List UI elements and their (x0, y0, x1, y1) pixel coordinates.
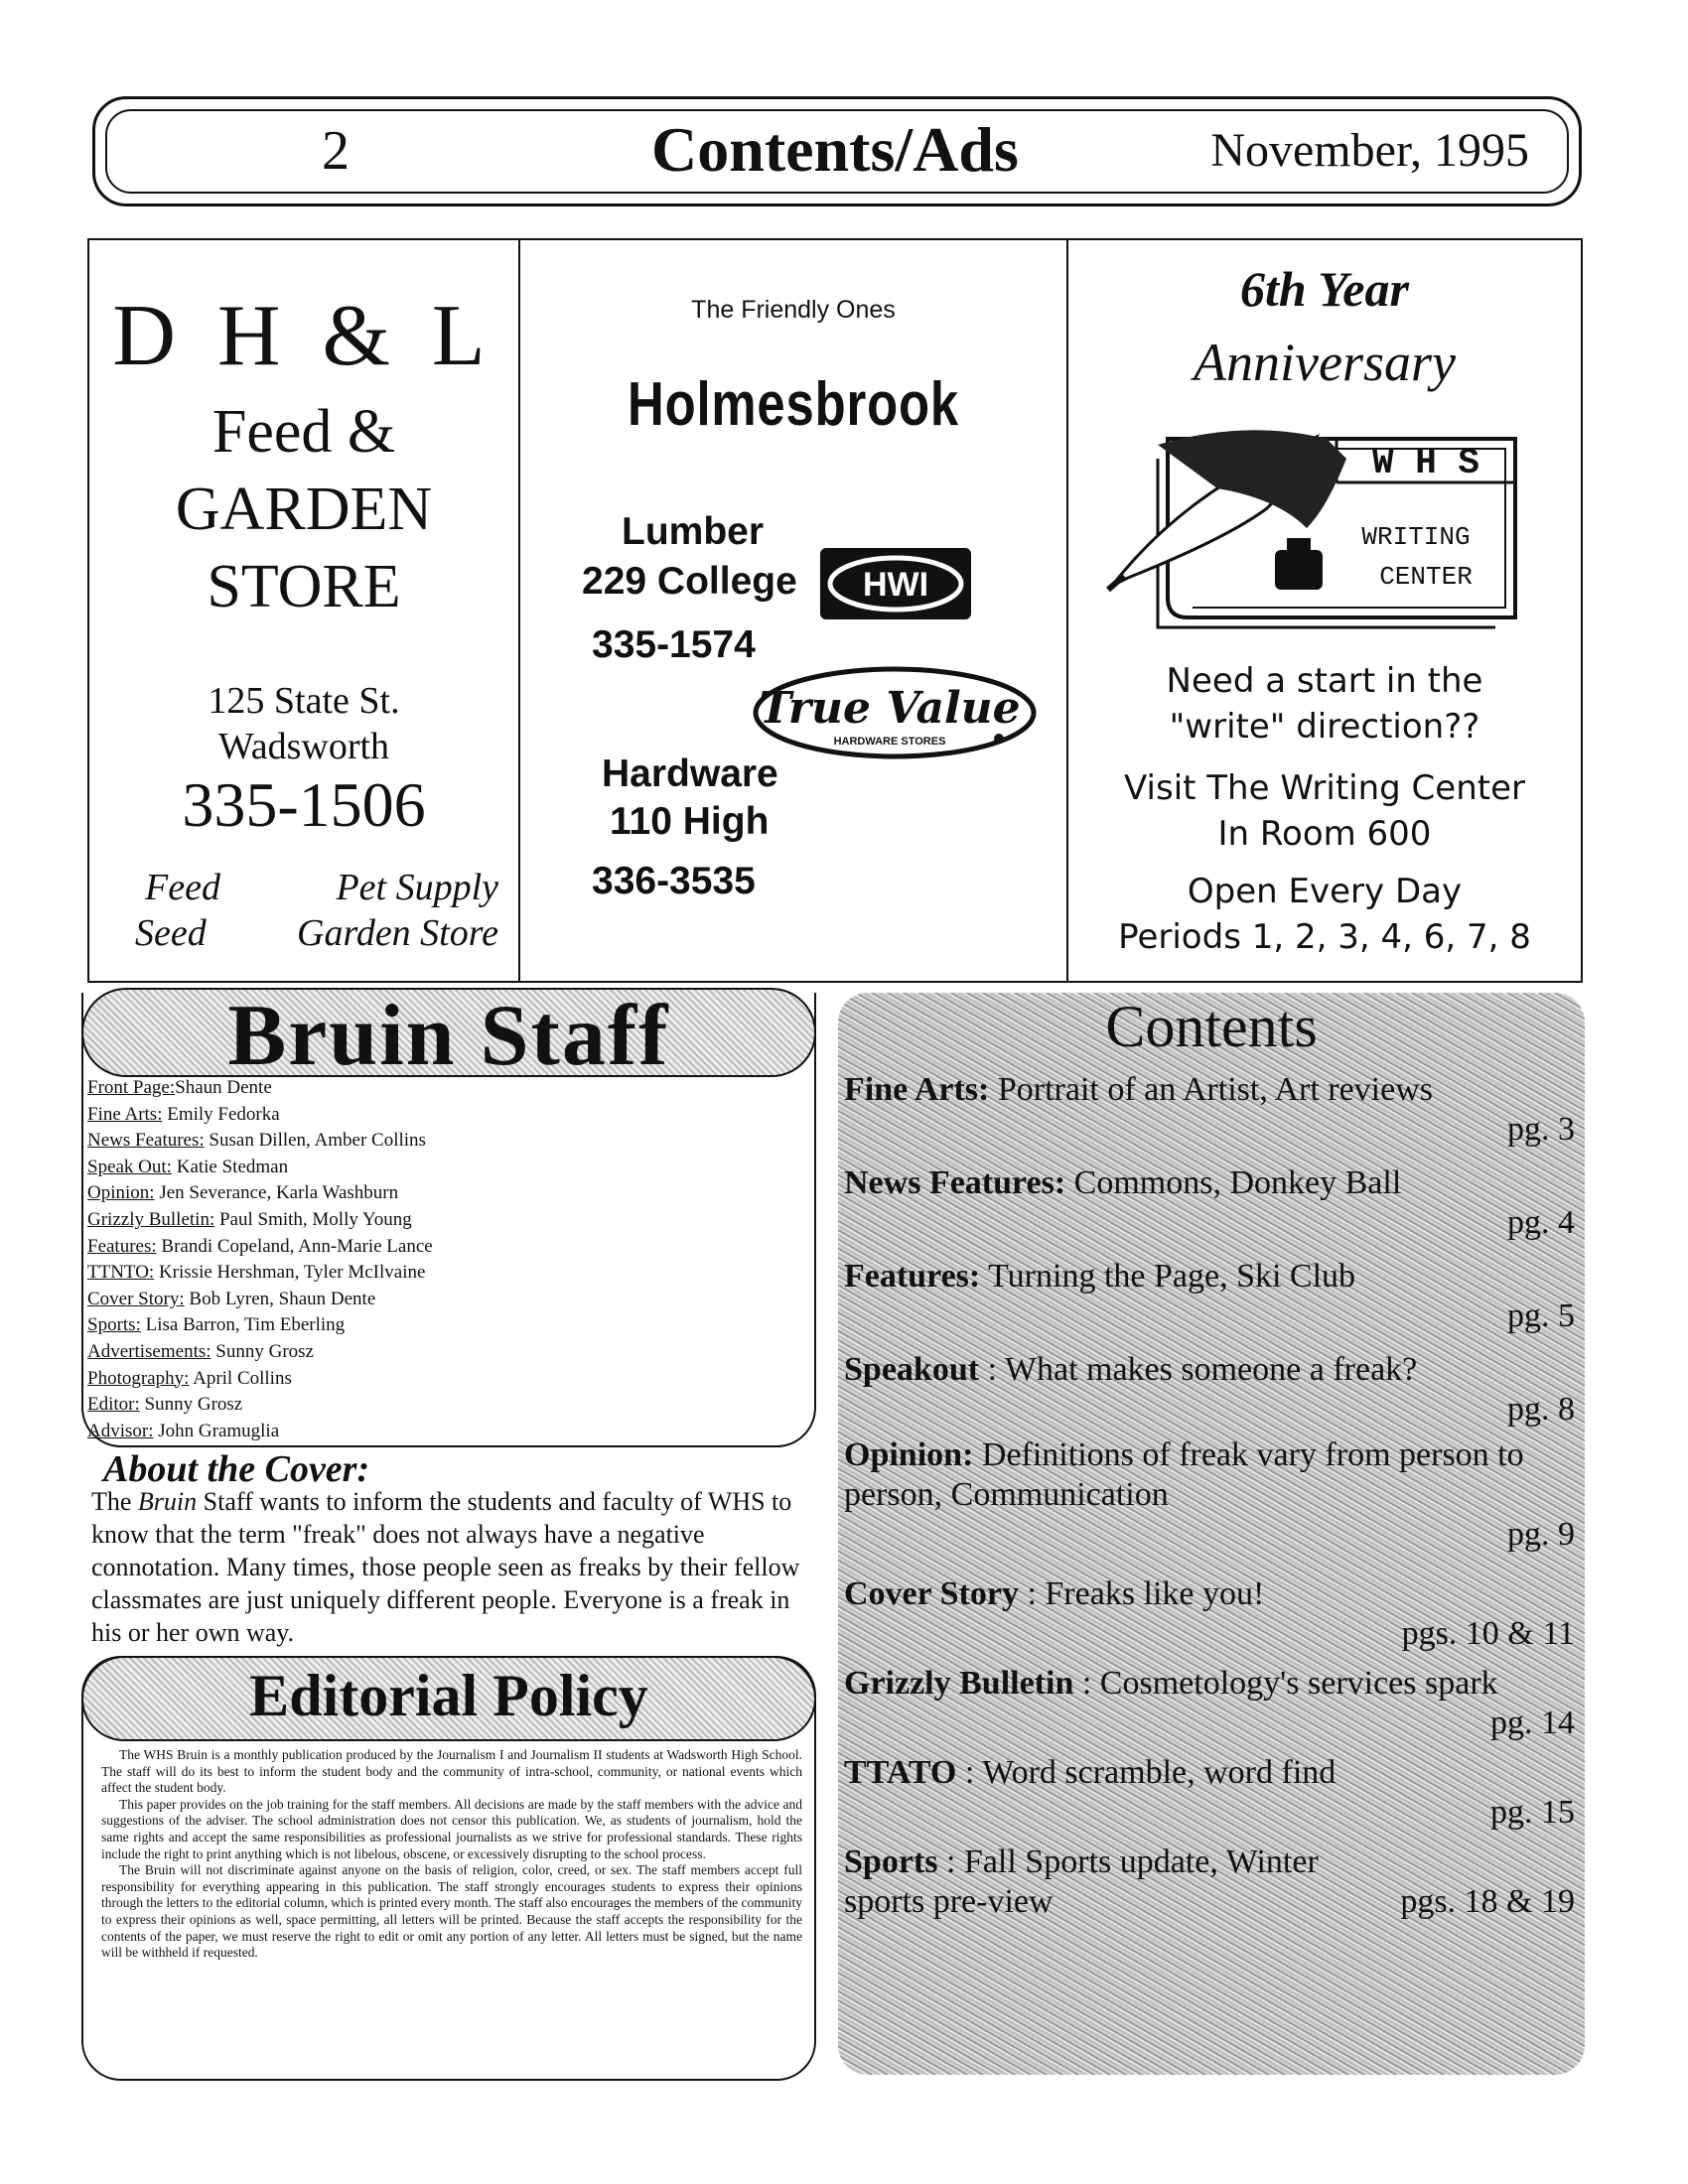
hwi-logo-icon (820, 548, 971, 619)
anniversary-line-1: 6th Year (1240, 261, 1409, 317)
writing-open: Open Every Day (1187, 872, 1463, 911)
ad-holmesbrook (518, 238, 1068, 983)
contents-entry (844, 1574, 1575, 1652)
anniversary-line-2: Anniversary (1194, 333, 1456, 392)
staff-row (87, 1234, 433, 1261)
staff-role: Features: (87, 1235, 157, 1257)
ad-writing-center (1066, 238, 1583, 983)
contents-entry (844, 1664, 1575, 1741)
staff-role: Cover Story: (87, 1288, 185, 1309)
contents-description: : Word scramble, word find (956, 1754, 1336, 1791)
contents-description: Definitions of freak vary from person to person, Communication (844, 1436, 1524, 1513)
staff-names: Brandi Copeland, Ann-Marie Lance (156, 1235, 433, 1257)
staff-row (87, 1207, 433, 1234)
contents-section: Features: (844, 1258, 981, 1295)
writing-periods: Periods 1, 2, 3, 4, 6, 7, 8 (1118, 917, 1531, 957)
contents-page: pg. 8 (1507, 1391, 1575, 1428)
staff-names: John Gramuglia (153, 1420, 280, 1441)
staff-role: Photography: (87, 1367, 190, 1389)
staff-names: Sunny Grosz (139, 1394, 243, 1416)
page-number: 2 (322, 120, 350, 182)
staff-row (87, 1075, 433, 1102)
staff-names: Shaun Dente (175, 1077, 272, 1098)
staff-row (87, 1419, 433, 1445)
dhl-town: Wadsworth (217, 726, 390, 767)
writing-tagline-2: "write" direction?? (1169, 707, 1480, 747)
staff-names: Katie Stedman (171, 1156, 289, 1177)
contents-entry (844, 1070, 1575, 1148)
hwi-logo-text: HWI (862, 566, 929, 604)
writing-center-logo-icon (1098, 419, 1525, 652)
staff-list (87, 1075, 433, 1444)
dhl-item: Pet Supply (336, 867, 498, 908)
staff-names: Jen Severance, Karla Washburn (154, 1182, 399, 1204)
hardware-label: Hardware (602, 752, 778, 795)
contents-description: : What makes someone a freak? (979, 1351, 1418, 1388)
staff-names: April Collins (189, 1367, 292, 1389)
hardware-street: 110 High (610, 800, 770, 843)
contents-description: Commons, Donkey Ball (1065, 1164, 1402, 1201)
contents-section: Sports (844, 1843, 938, 1880)
lumber-label: Lumber (622, 510, 765, 553)
staff-names: Susan Dillen, Amber Collins (204, 1130, 426, 1152)
contents-description: : Fall Sports update, Winter sports pre-view (844, 1843, 1319, 1920)
cover-text-pre: The (91, 1487, 138, 1516)
cover-brand: Bruin (137, 1487, 198, 1516)
center-logo-text: CENTER (1379, 562, 1473, 592)
policy-text (101, 1747, 802, 1962)
contents-section: Cover Story (844, 1575, 1019, 1612)
page-header (92, 96, 1582, 206)
contents-page: pg. 4 (1507, 1204, 1575, 1241)
contents-panel (838, 993, 1585, 2075)
holmesbrook-name: Holmesbrook (628, 370, 959, 439)
staff-row (87, 1260, 433, 1287)
staff-row (87, 1180, 433, 1207)
dhl-line-2: GARDEN (175, 476, 433, 543)
whs-logo-text: W H S (1371, 443, 1480, 483)
staff-row (87, 1339, 433, 1366)
contents-entry (844, 1435, 1575, 1553)
policy-title: Editorial Policy (249, 1663, 648, 1728)
contents-description: Portrait of an Artist, Art reviews (989, 1071, 1434, 1108)
contents-description: : Cosmetology's services spark (1073, 1665, 1498, 1702)
lumber-street: 229 College (582, 560, 797, 603)
ad-dhl-feed-store (87, 238, 520, 983)
contents-section: Grizzly Bulletin (844, 1665, 1074, 1702)
staff-row (87, 1128, 433, 1155)
contents-title: Contents (1105, 994, 1318, 1059)
staff-row (87, 1287, 433, 1313)
about-cover-text (91, 1485, 806, 1649)
contents-page: pgs. 10 & 11 (1401, 1615, 1575, 1652)
writing-visit: Visit The Writing Center (1124, 768, 1525, 808)
dhl-line-1: Feed & (211, 398, 396, 466)
contents-entry (844, 1753, 1575, 1831)
contents-description: : Freaks like you! (1018, 1575, 1265, 1612)
policy-paragraph: The WHS Bruin is a monthly publication produced by the Journalism I and Journalism II students at Wadsworth High School. The staff will do its best to inform the student body and the community of intra-school, community, or national events which affect the student body. (101, 1747, 802, 1796)
dhl-item: Seed (135, 912, 207, 954)
contents-entry (844, 1350, 1575, 1428)
contents-section: Opinion: (844, 1436, 974, 1473)
contents-entry (844, 1163, 1575, 1241)
about-cover-heading: About the Cover: (103, 1448, 370, 1490)
contents-section: Fine Arts: (844, 1071, 990, 1108)
staff-role: Grizzly Bulletin: (87, 1208, 215, 1230)
contents-description: Turning the Page, Ski Club (980, 1258, 1356, 1295)
writing-logo-text: WRITING (1361, 522, 1471, 552)
staff-role: News Features: (87, 1130, 205, 1152)
contents-section: News Features: (844, 1164, 1066, 1201)
contents-entry (844, 1257, 1575, 1334)
contents-entry (844, 1843, 1575, 1922)
staff-names: Paul Smith, Molly Young (214, 1208, 412, 1230)
staff-names: Lisa Barron, Tim Eberling (140, 1314, 346, 1336)
true-value-subtext: HARDWARE STORES (833, 736, 946, 748)
dhl-line-3: STORE (207, 553, 401, 620)
contents-page: pg. 3 (1507, 1111, 1575, 1148)
staff-banner (81, 988, 816, 1084)
staff-row (87, 1155, 433, 1181)
staff-names: Bob Lyren, Shaun Dente (184, 1288, 376, 1309)
issue-date: November, 1995 (1210, 124, 1529, 177)
staff-role: Fine Arts: (87, 1103, 163, 1125)
dhl-phone: 335-1506 (182, 769, 426, 840)
dhl-name: D H & L (112, 288, 495, 384)
contents-page: pgs. 18 & 19 (1400, 1883, 1575, 1920)
contents-page: pg. 14 (1490, 1705, 1575, 1741)
hardware-phone: 336-3535 (592, 860, 756, 902)
writing-room: In Room 600 (1217, 814, 1432, 854)
staff-names: Krissie Hershman, Tyler McIlvaine (154, 1262, 426, 1284)
staff-role: Opinion: (87, 1182, 155, 1204)
true-value-logo-icon (751, 663, 1039, 767)
contents-page: pg. 9 (1507, 1516, 1575, 1553)
policy-banner (81, 1656, 816, 1741)
dhl-item: Feed (145, 867, 220, 908)
staff-role: Speak Out: (87, 1156, 172, 1177)
policy-paragraph: This paper provides on the job training for the staff members. All decisions are made by the staff members with the advice and suggestions of the adviser. The school administration does not censor this publication. We, as students of journalism, hold the same rights and accept the same responsibilities as professional journalists as we strive for professional standards. These rights include the right to print anything which is not libelous, obscene, or excessively disrupting to the school process. (101, 1796, 802, 1861)
staff-title: Bruin Staff (227, 988, 670, 1084)
staff-role: Advertisements: (87, 1340, 211, 1362)
staff-role: Front Page: (87, 1077, 176, 1098)
staff-role: Advisor: (87, 1420, 154, 1441)
holmesbrook-tagline: The Friendly Ones (691, 296, 896, 324)
contents-section: Speakout (844, 1351, 980, 1388)
policy-paragraph: The Bruin will not discriminate against anyone on the basis of religion, color, creed, or sex. The staff members accept full responsibility for everything appearing in this publication. The staff strongly encourages students to express their opinions through the letters to the editorial column, which is printed every month. The staff also encourages the members of the community to express their opinions as well, space permitting, all letters will be printed. Because the staff accepts the responsibility for the contents of the paper, we must reserve the right to edit or omit any portion of any letter. All letters must be signed, but the name will be withheld if requested. (101, 1862, 802, 1961)
lumber-phone: 335-1574 (592, 623, 756, 666)
staff-row (87, 1102, 433, 1129)
contents-section: TTATO (844, 1754, 957, 1791)
staff-row (87, 1366, 433, 1393)
writing-tagline-1: Need a start in the (1166, 661, 1483, 701)
true-value-text: True Value (759, 683, 1021, 734)
staff-role: Sports: (87, 1314, 141, 1336)
contents-page: pg. 5 (1507, 1297, 1575, 1334)
staff-names: Emily Fedorka (162, 1103, 280, 1125)
staff-names: Sunny Grosz (211, 1340, 314, 1362)
staff-role: Editor: (87, 1394, 140, 1416)
staff-row (87, 1392, 433, 1419)
staff-row (87, 1312, 433, 1339)
dhl-street: 125 State St. (208, 680, 400, 722)
dhl-item: Garden Store (297, 912, 498, 954)
cover-text-body: Staff wants to inform the students and faculty of WHS to know that the term "freak" does not always have a negative connotation. Many times, those people seen as freaks by their fellow classmates are just uniquely different people. Everyone is a freak in his or her own way. (91, 1487, 800, 1647)
page-title: Contents/Ads (651, 114, 1019, 185)
staff-role: TTNTO: (87, 1262, 155, 1284)
contents-page: pg. 15 (1490, 1794, 1575, 1831)
